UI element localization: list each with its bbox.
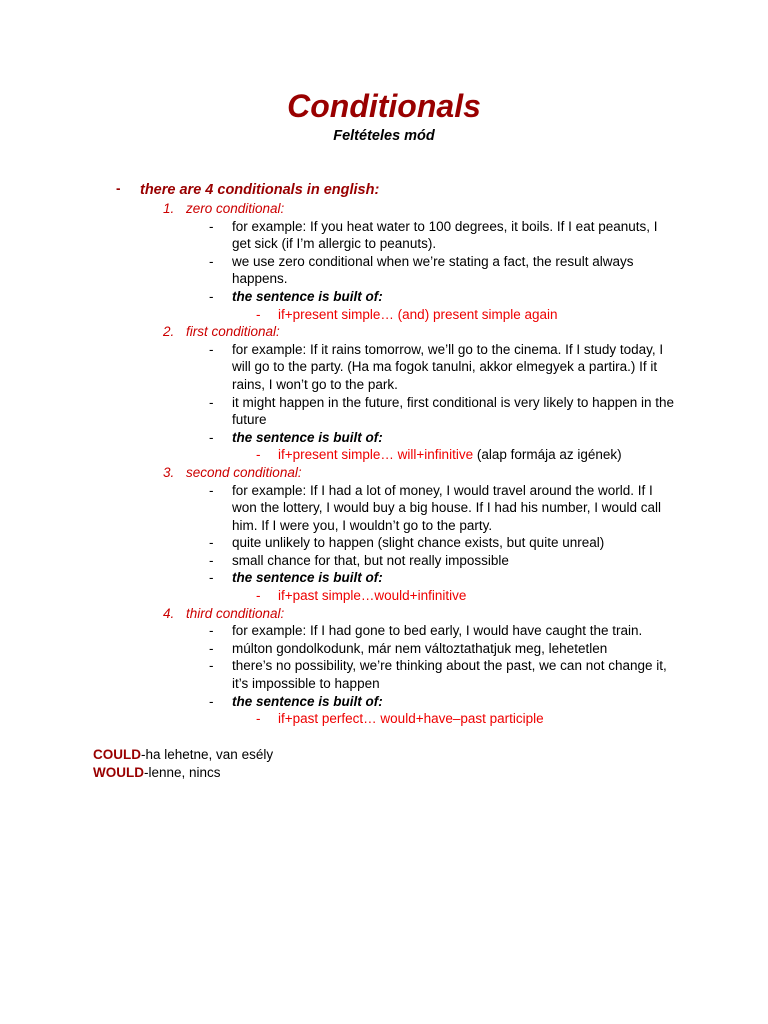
list-item <box>0 534 768 552</box>
dash-bullet: - <box>256 447 261 463</box>
formula-text: if+past perfect… would+have–past participle <box>278 711 544 727</box>
built-of-item <box>0 693 768 711</box>
section-heading <box>0 323 768 341</box>
modal-verbs-notes <box>93 746 273 781</box>
dash-bullet: - <box>209 482 214 498</box>
dash-bullet: - <box>209 658 214 674</box>
section-number: 2. <box>163 324 175 340</box>
list-item <box>0 218 768 253</box>
section-title: second conditional: <box>186 464 302 480</box>
built-of-label: the sentence is built of: <box>232 693 383 709</box>
list-item <box>0 253 768 288</box>
list-item-text: small chance for that, but not really impossible <box>232 552 509 568</box>
list-item <box>0 640 768 658</box>
dash-bullet: - <box>209 218 214 234</box>
section-number: 3. <box>163 464 175 480</box>
would-keyword: WOULD <box>93 764 144 780</box>
list-item <box>0 622 768 640</box>
dash-bullet: - <box>209 640 214 656</box>
dash-bullet: - <box>209 253 214 269</box>
list-item <box>0 657 768 692</box>
section-heading <box>0 464 768 482</box>
dash-bullet: - <box>209 341 214 357</box>
dash-bullet: - <box>209 693 214 709</box>
would-note <box>93 764 273 782</box>
page-title: Conditionals <box>287 88 481 124</box>
list-item-text: for example: If I had a lot of money, I would travel around the world. If I won the lottery, I would buy a big house. If I had his number, I would call him. If I were you, I wouldn’t go to the party. <box>232 482 661 533</box>
dash-bullet: - <box>209 394 214 410</box>
built-of-item <box>0 569 768 587</box>
dash-bullet: - <box>256 306 261 322</box>
formula-text: if+present simple… (and) present simple again <box>278 306 558 322</box>
list-item <box>0 482 768 535</box>
built-of-item <box>0 288 768 306</box>
section-title: zero conditional: <box>186 201 285 216</box>
formula-item <box>0 587 768 605</box>
could-keyword: COULD <box>93 747 141 762</box>
list-item-text: for example: If it rains tomorrow, we’ll go to the cinema. If I study today, I will go to the party. (Ha ma fogok tanulni, akkor elmegyek a partira.) If it rains, I won’t go to the park. <box>232 341 664 392</box>
formula-item <box>0 306 768 324</box>
dash-bullet: - <box>209 623 214 639</box>
dash-bullet: - <box>209 429 214 445</box>
list-item-text: múlton gondolkodunk, már nem változtathatjuk meg, lehetetlen <box>232 640 608 656</box>
could-meaning: -ha lehetne, van esély <box>141 747 274 762</box>
list-item <box>0 552 768 570</box>
list-item-text: there’s no possibility, we’re thinking about the past, we can not change it, it’s impossible to happen <box>232 658 667 692</box>
list-item <box>0 341 768 394</box>
formula-item <box>0 446 768 464</box>
formula-item <box>0 710 768 728</box>
built-of-label: the sentence is built of: <box>232 429 383 445</box>
section-heading <box>0 605 768 623</box>
list-item-text: it might happen in the future, first conditional is very likely to happen in the future <box>232 394 674 428</box>
would-meaning: -lenne, nincs <box>144 764 221 780</box>
dash-bullet: - <box>256 588 261 604</box>
could-note <box>93 746 273 764</box>
conditionals-list <box>0 180 768 728</box>
dash-bullet: - <box>209 552 214 568</box>
intro-item <box>0 180 768 200</box>
section-title: third conditional: <box>186 605 285 621</box>
intro-bullet: - <box>116 181 121 196</box>
list-item-text: quite unlikely to happen (slight chance exists, but quite unreal) <box>232 535 605 551</box>
intro-text: there are 4 conditionals in english: <box>140 182 380 198</box>
formula-text: if+present simple… will+infinitive (alap formája az igének) <box>278 447 622 463</box>
page-subtitle: Feltételes mód <box>333 128 435 144</box>
list-item-text: for example: If I had gone to bed early, I would have caught the train. <box>232 623 643 639</box>
built-of-label: the sentence is built of: <box>232 288 383 304</box>
section-heading <box>0 200 768 218</box>
dash-bullet: - <box>209 535 214 551</box>
list-item-text: we use zero conditional when we’re stating a fact, the result always happens. <box>232 253 634 287</box>
list-item <box>0 394 768 429</box>
built-of-item <box>0 429 768 447</box>
dash-bullet: - <box>209 288 214 304</box>
dash-bullet: - <box>209 570 214 586</box>
formula-text: if+past simple…would+infinitive <box>278 588 467 604</box>
section-title: first conditional: <box>186 324 280 340</box>
built-of-label: the sentence is built of: <box>232 570 383 586</box>
dash-bullet: - <box>256 711 261 727</box>
list-item-text: for example: If you heat water to 100 degrees, it boils. If I eat peanuts, I get sick (if I’m allergic to peanuts). <box>232 218 658 252</box>
section-number: 4. <box>163 605 175 621</box>
section-number: 1. <box>163 201 175 216</box>
